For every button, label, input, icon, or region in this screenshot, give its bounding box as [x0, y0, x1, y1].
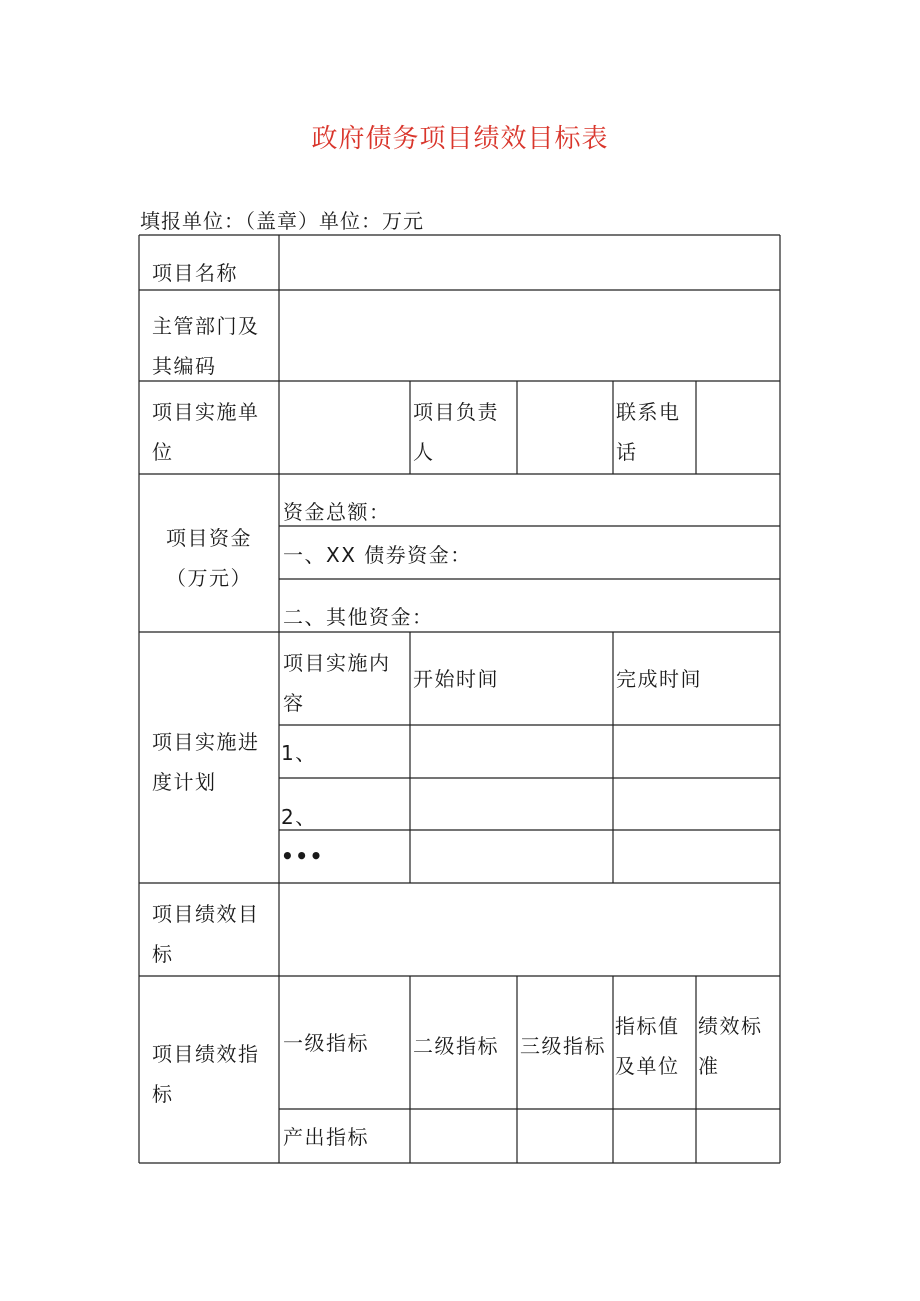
funds-other-label: 二、其他资金： — [283, 605, 434, 629]
funds-label-line2: （万元） — [166, 566, 252, 590]
indicator-std-line1: 绩效标 — [698, 1014, 763, 1038]
fill-unit-line: 填报单位：（盖章）单位：万元 — [140, 209, 424, 233]
phone-label-line1: 联系电 — [616, 400, 681, 424]
funds-bond-label: 一、XX 债券资金： — [283, 543, 472, 567]
impl-label-line1: 项目实施单 — [152, 400, 260, 424]
goal-label-line1: 项目绩效目 — [152, 902, 260, 926]
indicator-value-line2: 及单位 — [615, 1054, 680, 1078]
schedule-label-line2: 度计划 — [152, 770, 217, 794]
manager-field[interactable] — [519, 383, 611, 472]
schedule-content-line2: 容 — [283, 691, 305, 715]
impl-unit-label — [152, 392, 260, 472]
dept-label — [152, 306, 260, 386]
indicators-label — [152, 1034, 260, 1114]
dept-label-line1: 主管部门及 — [152, 314, 260, 338]
schedule-end-header: 完成时间 — [616, 667, 702, 691]
dept-label-line2: 其编码 — [152, 354, 217, 378]
indicator-output-value-field[interactable] — [615, 1111, 694, 1161]
schedule-content-line1: 项目实施内 — [283, 651, 391, 675]
goal-label-line2: 标 — [152, 942, 174, 966]
goal-label — [152, 894, 260, 974]
impl-label-line2: 位 — [152, 440, 174, 464]
indicator-value-line1: 指标值 — [615, 1014, 680, 1038]
indicator-standard-header — [698, 1006, 763, 1086]
goal-field[interactable] — [281, 885, 778, 974]
funds-label-line1: 项目资金 — [166, 526, 252, 550]
schedule-item-ellipsis: ••• — [281, 844, 324, 868]
indicator-output-level3-field[interactable] — [519, 1111, 611, 1161]
funds-label — [139, 518, 279, 598]
manager-label — [413, 392, 499, 472]
manager-label-line2: 人 — [413, 440, 435, 464]
indicator-std-line2: 准 — [698, 1054, 720, 1078]
funds-total-label: 资金总额： — [283, 500, 391, 524]
indicator-level2-header: 二级指标 — [413, 1034, 499, 1058]
phone-label — [616, 392, 681, 472]
indicator-value-header — [615, 1006, 680, 1086]
indicator-level1-header: 一级指标 — [283, 1031, 369, 1055]
schedule-item-2: 2、 — [281, 805, 317, 829]
manager-label-line1: 项目负责 — [413, 400, 499, 424]
indicator-output-standard-field[interactable] — [698, 1111, 778, 1161]
project-name-label: 项目名称 — [152, 261, 238, 285]
schedule-content-header — [283, 643, 391, 723]
indicator-output-level2-field[interactable] — [412, 1111, 515, 1161]
dept-field[interactable] — [281, 292, 778, 379]
impl-unit-field[interactable] — [281, 383, 408, 472]
indicator-output-label: 产出指标 — [283, 1125, 369, 1149]
schedule-start-header: 开始时间 — [413, 667, 499, 691]
indicators-label-line1: 项目绩效指 — [152, 1042, 260, 1066]
indicator-level3-header: 三级指标 — [520, 1034, 606, 1058]
schedule-label — [152, 722, 260, 802]
schedule-item-1: 1、 — [281, 741, 317, 765]
phone-label-line2: 话 — [616, 440, 638, 464]
indicators-label-line2: 标 — [152, 1082, 174, 1106]
page-title: 政府债务项目绩效目标表 — [311, 124, 609, 154]
schedule-label-line1: 项目实施进 — [152, 730, 260, 754]
phone-field[interactable] — [698, 383, 778, 472]
project-name-field[interactable] — [281, 237, 778, 288]
